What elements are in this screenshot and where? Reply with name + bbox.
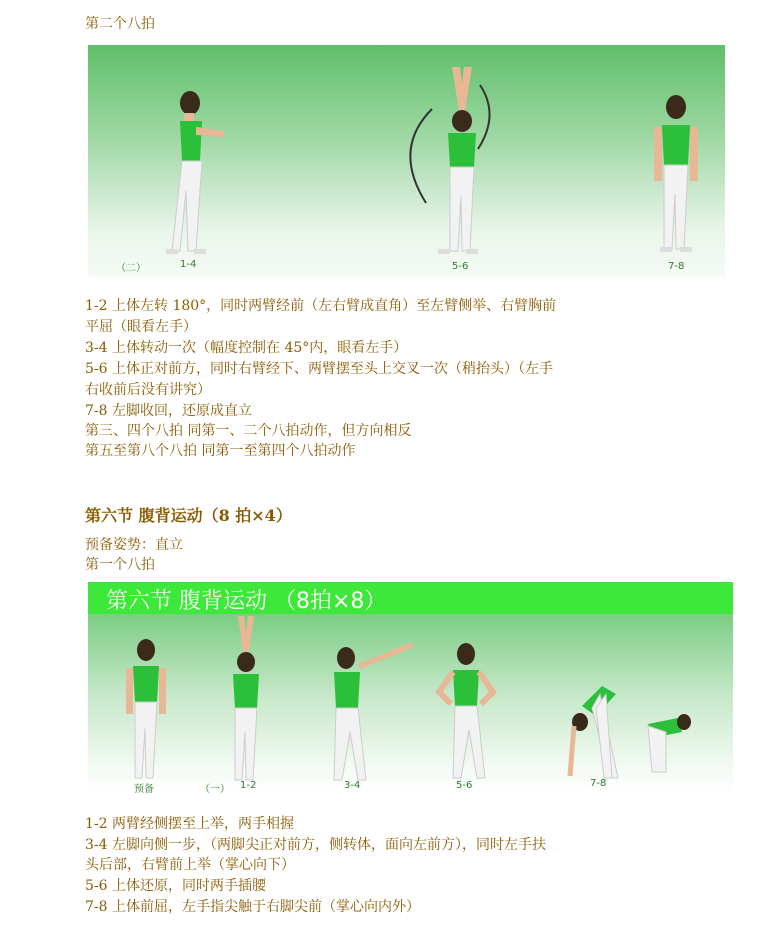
figure-standing [654, 95, 698, 252]
figure-arms-overhead [410, 67, 489, 254]
photo-banner-title: 第六节 腹背运动 （8拍×8） [106, 589, 387, 614]
figure1-caption-1-4: 1-4 [180, 259, 197, 270]
top-label: 第二个八拍 [85, 16, 155, 32]
exercise-figures-2 [88, 614, 733, 794]
figure2-caption-3-4: 3-4 [344, 780, 361, 791]
section1-line-4: 5-6 上体正对前方，同时右臂经下、两臂摆至头上交叉一次（稍抬头）（左手 [85, 361, 553, 377]
section2-line-4: 5-6 上体还原，同时两手插腰 [85, 878, 266, 894]
photo2-scene [88, 614, 733, 794]
figure-turning [166, 91, 224, 254]
section1-line-2: 平屈（眼看左手） [85, 319, 197, 335]
figure-side-turn [334, 642, 414, 780]
first-beat-label: 第一个八拍 [85, 557, 155, 573]
section2-line-1: 1-2 两臂经侧摆至上举，两手相握 [85, 816, 294, 832]
prep-label: 预备姿势：直立 [85, 537, 183, 553]
figure1-caption-7-8: 7-8 [668, 261, 685, 272]
figure-arms-up [233, 616, 259, 780]
section1-line-1: 1-2 上体左转 180°，同时两臂经前（左右臂成直角）至左臂侧举、右臂胸前 [85, 298, 557, 314]
exercise-photo-1 [88, 45, 725, 277]
exercise-figures-1 [88, 45, 725, 277]
figure2-caption-group: （一） [200, 784, 230, 794]
figure2-caption-5-6: 5-6 [456, 780, 473, 791]
section2-line-3: 头后部，右臂前上举（掌心向下） [85, 857, 295, 873]
section2-line-2: 3-4 左脚向侧一步，（两脚尖正对前方，侧转体，面向左前方），同时左手扶 [85, 837, 546, 853]
section1-line-5: 右收前后没有讲究） [85, 382, 211, 398]
section1-line-8: 第五至第八个八拍 同第一至第四个八拍动作 [85, 443, 356, 459]
figure-prep [126, 639, 166, 778]
photo-banner [88, 582, 733, 614]
section1-line-6: 7-8 左脚收回，还原成直立 [85, 403, 252, 419]
figure-hands-on-hips [439, 643, 493, 778]
figure2-caption-1-2: 1-2 [240, 780, 257, 791]
figure1-caption-group: （二） [116, 263, 146, 274]
figure1-caption-5-6: 5-6 [452, 261, 469, 272]
section2-line-5: 7-8 上体前屈，左手指尖触于右脚尖前（掌心向内外） [85, 899, 420, 915]
section-heading: 第六节 腹背运动（8 拍×4） [85, 506, 292, 525]
figure2-caption-prep: 预备 [134, 784, 154, 794]
figure2-caption-7-8: 7-8 [590, 778, 607, 789]
section1-line-7: 第三、四个八拍 同第一、二个八拍动作，但方向相反 [85, 423, 412, 439]
section1-line-3: 3-4 上体转动一次（幅度控制在 45°内，眼看左手） [85, 340, 408, 356]
figure-forward-bend [570, 686, 691, 778]
exercise-photo-2 [88, 582, 733, 794]
